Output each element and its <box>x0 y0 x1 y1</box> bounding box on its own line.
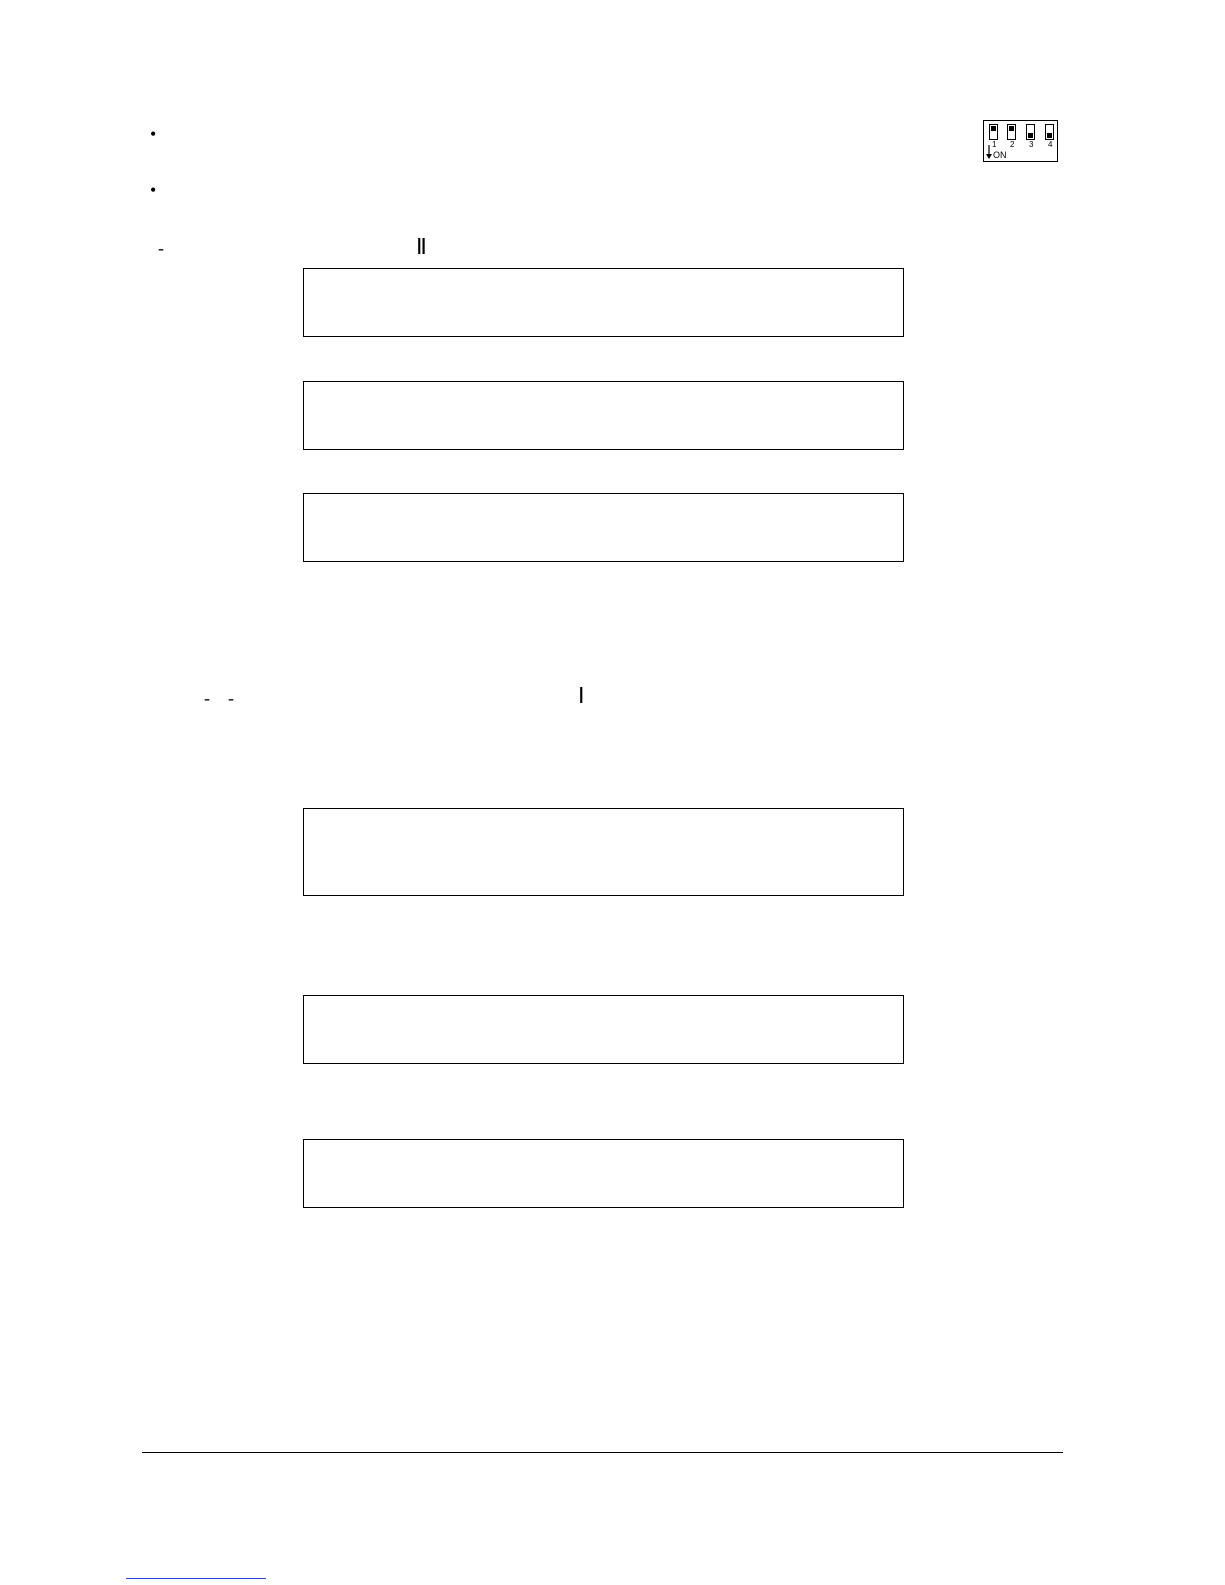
led-display-5 <box>303 995 904 1064</box>
dash-marker-b: - <box>228 688 234 708</box>
led-display-3 <box>303 493 904 562</box>
dip-knob-4 <box>1047 133 1052 138</box>
dip-number-4: 4 <box>1048 140 1053 149</box>
led-display-6 <box>303 1139 904 1208</box>
led-display-2 <box>303 381 904 450</box>
roman-numeral-two: Ⅱ <box>416 234 427 259</box>
footer-link-underline[interactable] <box>126 1578 266 1579</box>
bullet-2: • <box>150 180 157 200</box>
dip-knob-2 <box>1009 126 1014 131</box>
dip-knob-3 <box>1028 133 1033 138</box>
led-display-1 <box>303 268 904 337</box>
down-arrow-icon <box>986 145 992 159</box>
dip-switch-3 <box>1026 124 1035 140</box>
dip-number-1: 1 <box>992 140 997 149</box>
dip-on-label: ON <box>993 150 1007 160</box>
bullet-1: • <box>150 124 157 144</box>
dip-knob-1 <box>991 126 996 131</box>
dip-number-3: 3 <box>1029 140 1034 149</box>
dash-marker: - <box>158 238 164 258</box>
footer-divider <box>142 1452 1063 1453</box>
dash-marker-a: - <box>204 688 210 708</box>
led-display-4 <box>303 808 904 896</box>
roman-numeral-one: Ⅰ <box>578 683 585 708</box>
dip-switch-icon <box>983 120 1058 162</box>
dip-switch-4 <box>1045 124 1054 140</box>
dip-switch-2 <box>1007 124 1016 140</box>
dip-number-2: 2 <box>1010 140 1015 149</box>
dip-switch-1 <box>989 124 998 140</box>
